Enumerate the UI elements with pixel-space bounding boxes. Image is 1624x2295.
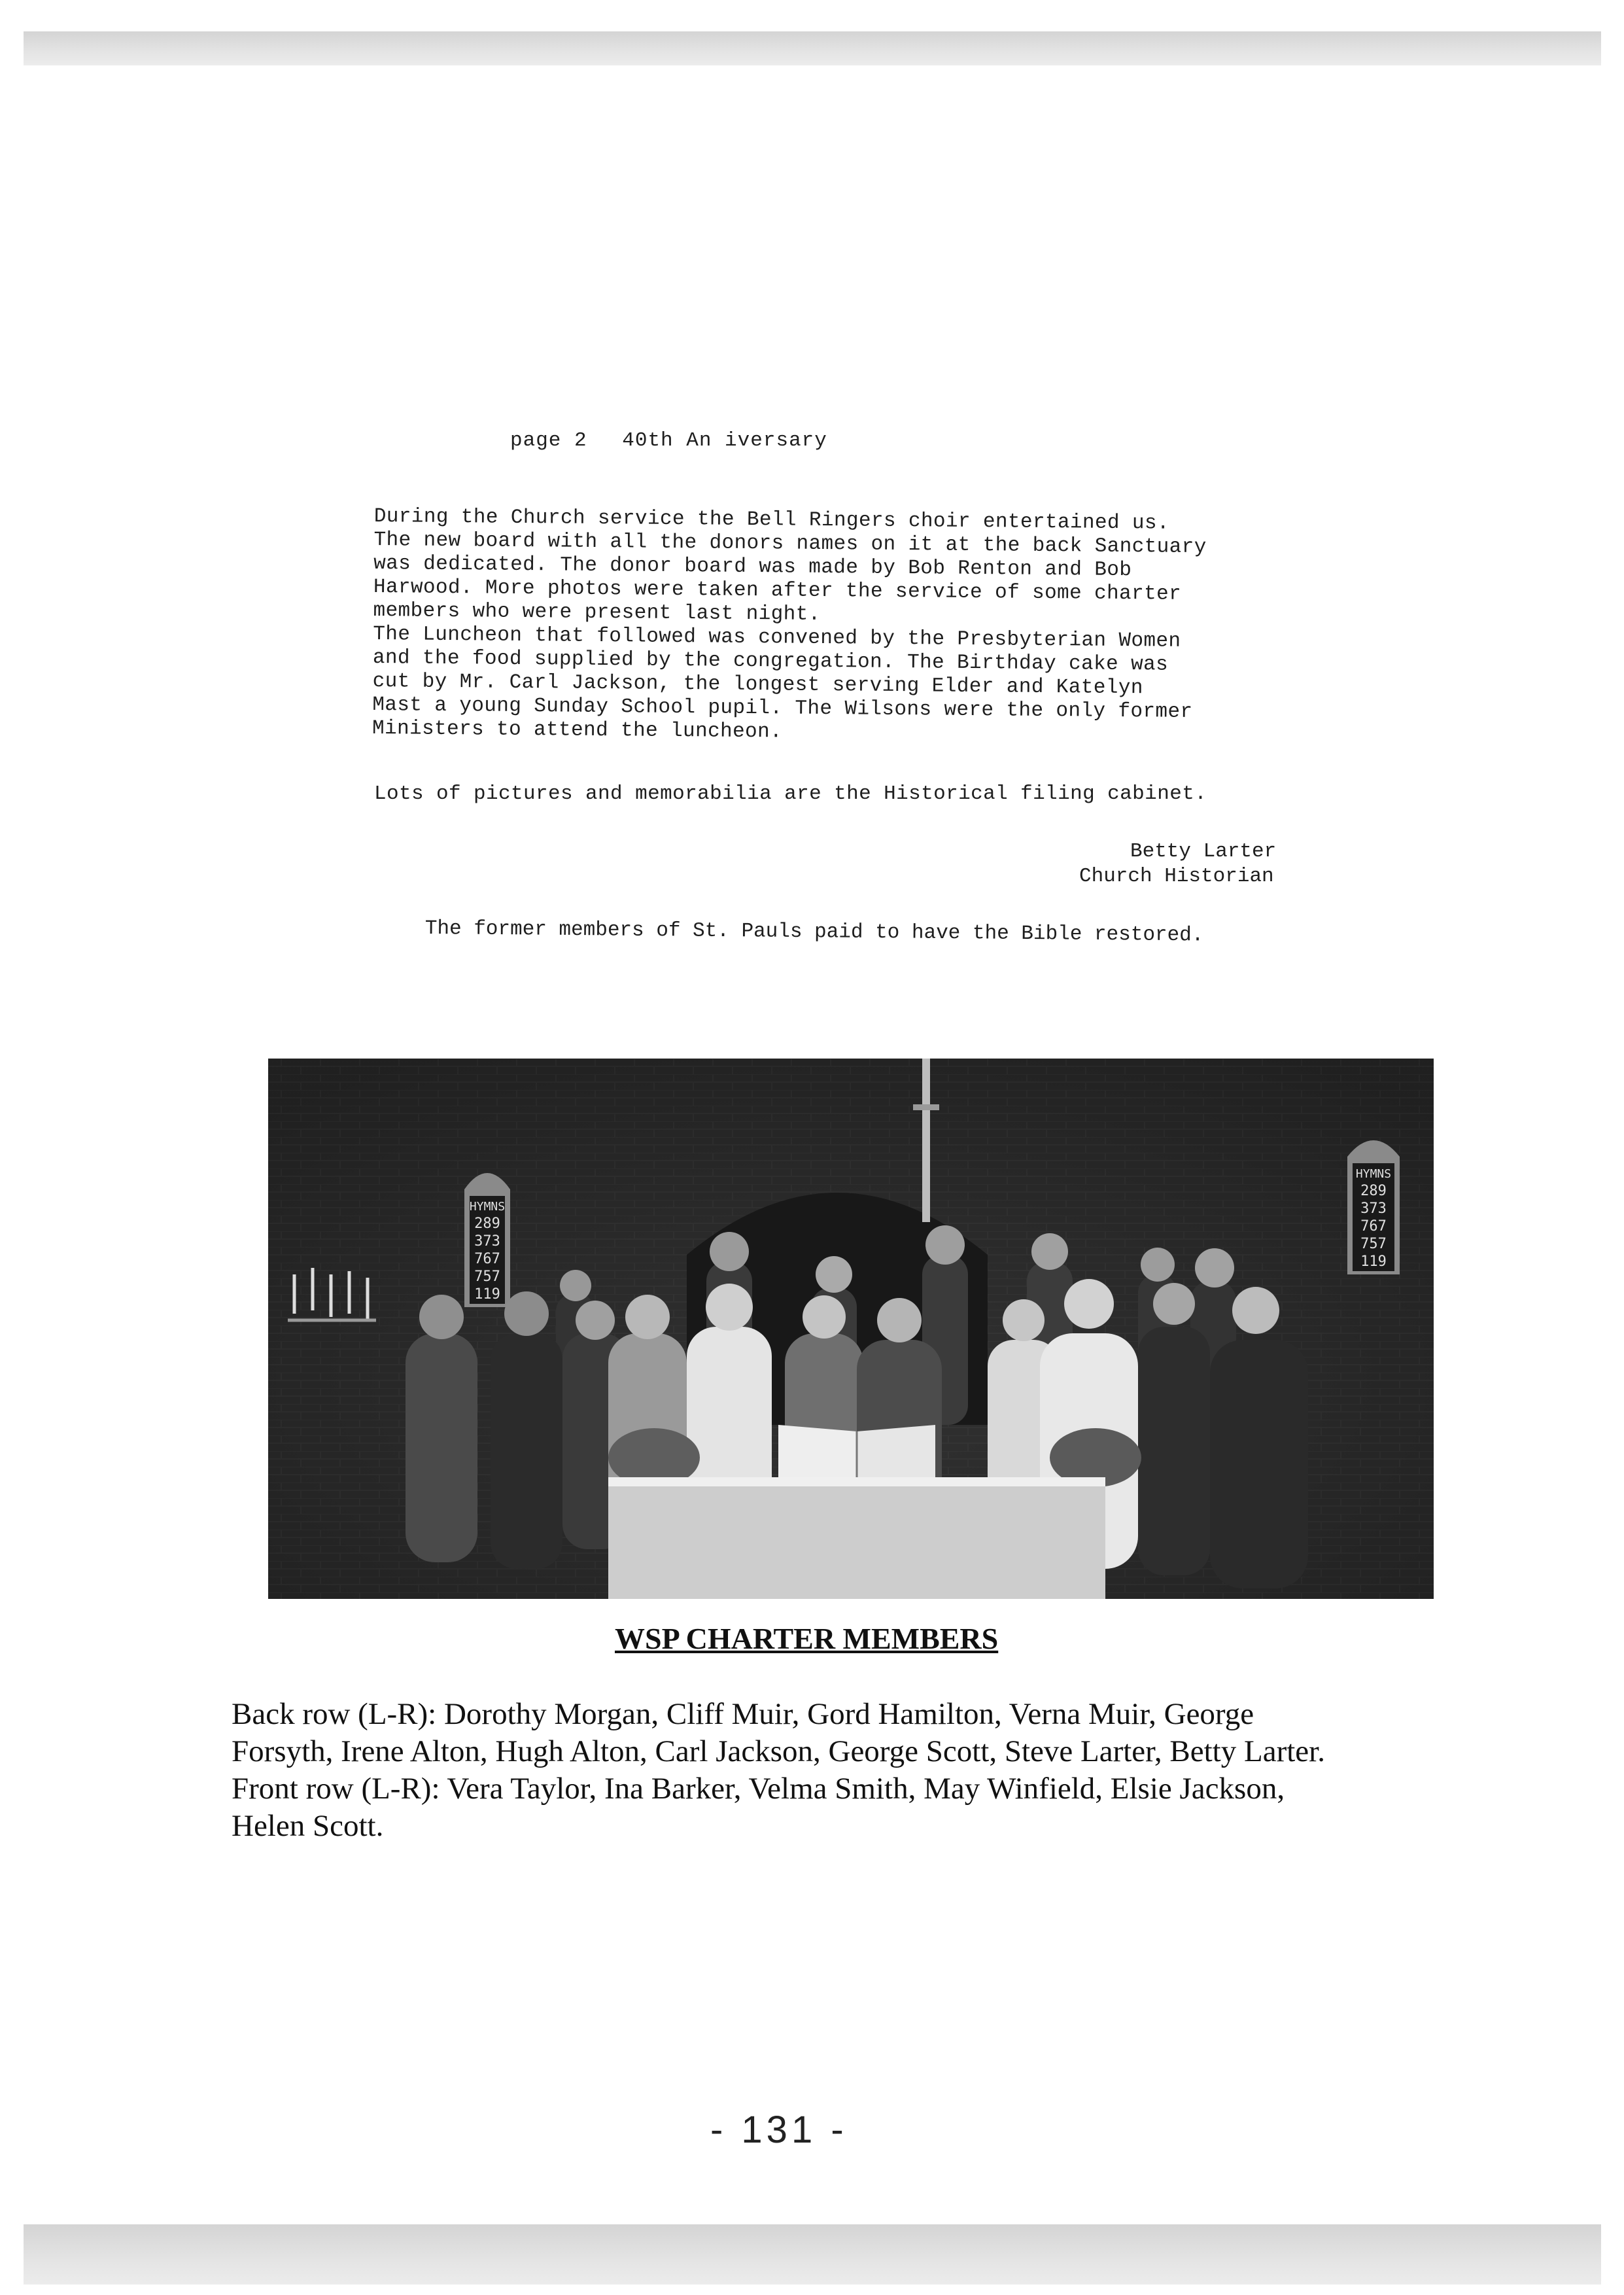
hymn-board-left — [464, 1173, 510, 1307]
scan-edge-top — [24, 31, 1601, 65]
hymn-number: 119 — [1360, 1253, 1387, 1270]
hymn-number: 373 — [1360, 1200, 1387, 1217]
hymn-number: 119 — [474, 1286, 500, 1303]
caption-line: Helen Scott. — [232, 1809, 384, 1843]
hymn-number: 767 — [474, 1251, 500, 1267]
caption-line: Front row (L-R): Vera Taylor, Ina Barker, Velma Smith, May Winfield, Elsie Jackson, — [232, 1772, 1285, 1806]
hymn-number: 289 — [1360, 1183, 1387, 1199]
text-line: Harwood. More photos were taken after the service of some charter — [373, 575, 1182, 606]
text-line: Mast a young Sunday School pupil. The Wilsons were the only former — [372, 693, 1193, 724]
caption-title: WSP CHARTER MEMBERS — [615, 1622, 999, 1655]
hymn-board-right — [1347, 1140, 1400, 1274]
hymn-number: 289 — [474, 1216, 500, 1232]
open-bible — [778, 1425, 935, 1477]
hymn-number: 757 — [474, 1269, 500, 1285]
caption-member-list — [232, 1696, 1461, 1845]
scan-edge-bottom — [24, 2224, 1601, 2285]
group-photo — [268, 1059, 1434, 1599]
text-line: During the Church service the Bell Ringers choir entertained us. — [373, 505, 1170, 535]
text-line: cut by Mr. Carl Jackson, the longest serving Elder and Katelyn — [372, 669, 1143, 700]
hymn-number: 373 — [474, 1233, 500, 1250]
text-line: members who were present last night. — [373, 599, 821, 626]
page-heading — [510, 429, 850, 452]
text-line: The Luncheon that followed was convened by the Presbyterian Women — [373, 622, 1181, 653]
caption-line: Forsyth, Irene Alton, Hugh Alton, Carl Jackson, George Scott, Steve Larter, Betty Larter. — [232, 1734, 1325, 1768]
text-line: was dedicated. The donor board was made by Bob Renton and Bob — [373, 552, 1132, 582]
page-number: - 131 - — [710, 2109, 848, 2151]
paragraph-service — [372, 505, 1421, 750]
signature-role: Church Historian — [1079, 865, 1274, 888]
hymn-board-label: HYMNS — [1355, 1167, 1392, 1181]
text-line: Ministers to attend the luncheon. — [371, 716, 783, 744]
page-label: page 2 — [510, 429, 587, 452]
text-line: The new board with all the donors names on it at the back Sanctuary — [373, 528, 1207, 559]
signature-name: Betty Larter — [1130, 840, 1277, 863]
page-title: 40th An iversary — [622, 429, 827, 452]
hymn-number: 767 — [1360, 1218, 1387, 1235]
signature-block — [1079, 839, 1276, 889]
altar-table — [608, 1477, 1105, 1599]
text-line: Lots of pictures and memorabilia are the Historical filing cabinet. — [374, 782, 1207, 805]
bible-note: The former members of St. Pauls paid to have the Bible restored. — [424, 917, 1204, 947]
caption-line: Back row (L-R): Dorothy Morgan, Cliff Muir, Gord Hamilton, Verna Muir, George — [232, 1697, 1254, 1731]
hymn-board-label: HYMNS — [469, 1200, 506, 1214]
paragraph-memorabilia — [374, 782, 1421, 806]
text-line: and the food supplied by the congregation. The Birthday cake was — [372, 646, 1169, 676]
hymn-number: 757 — [1360, 1236, 1387, 1252]
